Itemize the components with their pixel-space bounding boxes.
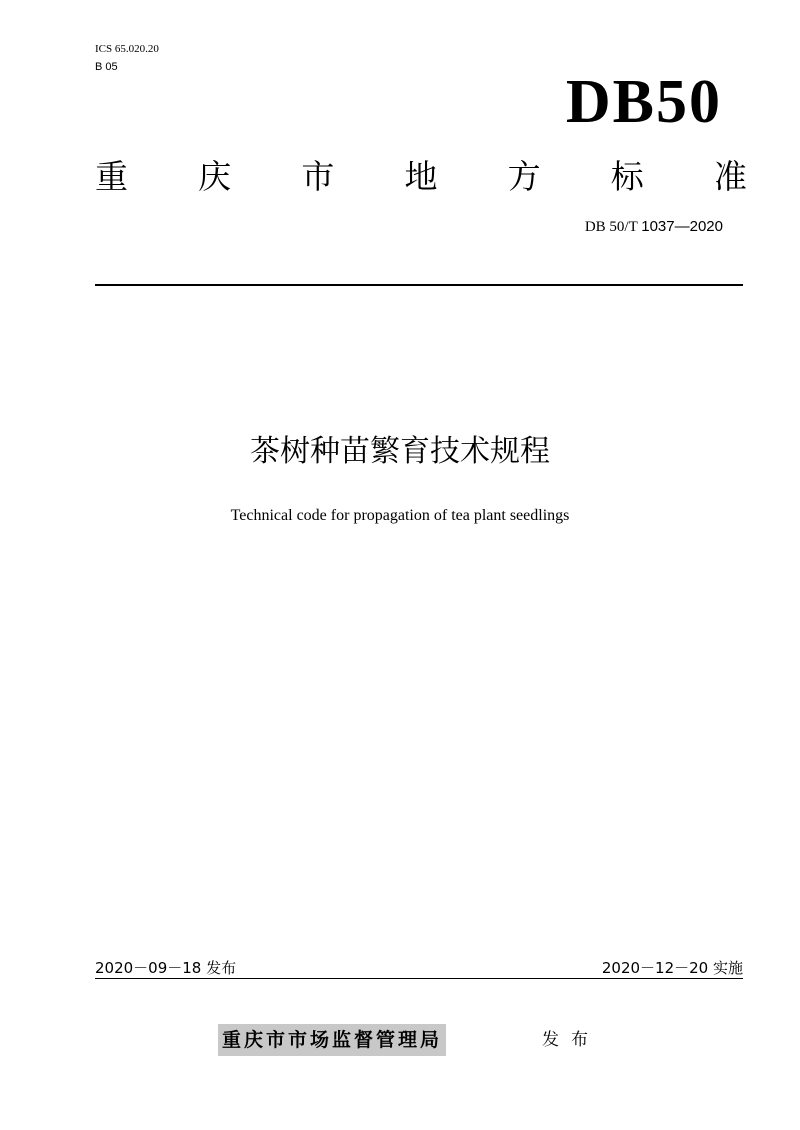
header-divider — [95, 284, 743, 286]
title-char: 市 — [301, 157, 335, 196]
issuer-name: 重庆市市场监督管理局 — [218, 1024, 446, 1056]
ccs-code: B 05 — [95, 61, 118, 73]
issue-date: 2020－09－18 发布 — [95, 959, 237, 977]
standard-number-prefix: DB 50/T — [584, 219, 638, 235]
standard-number — [585, 217, 723, 237]
issuer-action: 发布 — [542, 1030, 600, 1050]
title-char: 重 — [95, 157, 128, 196]
standard-number-value: 1037—2020 — [641, 218, 723, 235]
title-char: 方 — [507, 157, 541, 196]
standard-type-title — [95, 155, 747, 199]
document-title: 茶树种苗繁育技术规程 — [250, 434, 550, 469]
implementation-date: 2020－12－20 实施 — [601, 959, 743, 977]
title-char: 标 — [610, 157, 644, 196]
ics-code: ICS 65.020.20 — [95, 43, 159, 55]
title-char: 地 — [404, 157, 438, 196]
standard-code: DB50 — [565, 68, 722, 136]
title-char: 庆 — [198, 157, 232, 196]
title-char: 准 — [713, 157, 747, 196]
document-subtitle-en: Technical code for propagation of tea plant seedlings — [230, 507, 570, 524]
date-divider — [95, 978, 743, 979]
